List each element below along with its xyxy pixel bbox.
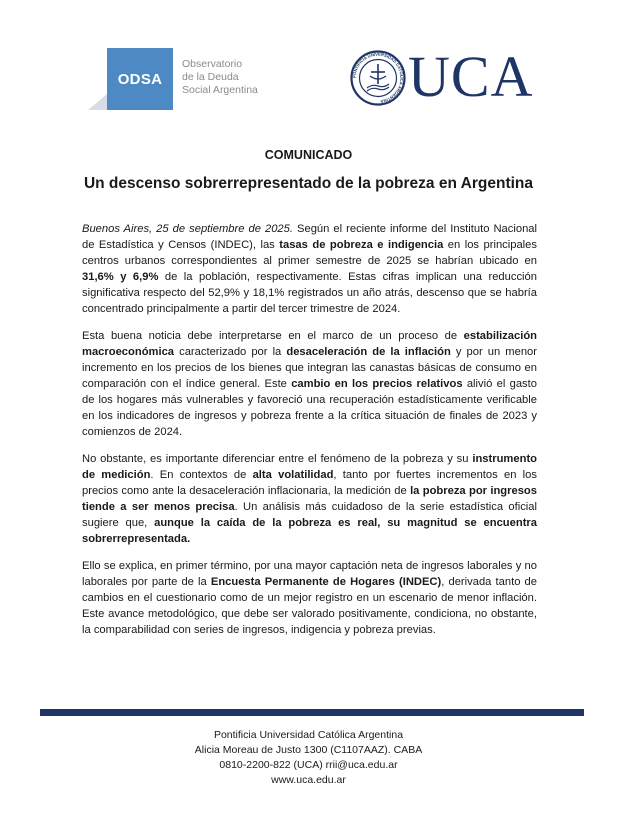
paragraph-text: No obstante, es importante diferenciar entre el fenómeno de la pobreza y su [82,453,473,465]
uca-seal-icon [350,50,406,106]
odsa-logo-line-3: Social Argentina [182,84,258,96]
paragraph-text: Según el reciente informe del Instituto Nacional de Estadística y Censos (INDEC), las [82,223,537,251]
document-body [82,221,537,649]
footer-website: www.uca.edu.ar [271,774,346,786]
odsa-logo-line-1: Observatorio [182,58,243,70]
paragraph-text: y por un menor incremento en los precios de los bienes que integran las canastas básicas de consumo en comparación con el índice general. Este [82,346,538,390]
paragraph-text: , tanto por fuertes incrementos en los precios como ante la desaceleración inflacionaria, la medición de [82,469,537,497]
page-header [0,0,617,130]
odsa-logo-accent [88,94,107,110]
emphasis-text: aunque la caída de la pobreza es real, su magnitud se encuentra sobrerrepresentada. [82,517,537,545]
body-paragraph [82,451,537,547]
emphasis-text: 31,6% y 6,9% [82,271,159,283]
page-footer [0,728,617,788]
footer-divider [40,709,584,716]
emphasis-text: cambio en los precios relativos [291,378,463,390]
footer-institution: Pontificia Universidad Católica Argentina [213,729,404,741]
paragraph-text: de la población, respectivamente. Estas cifras implican una reducción significativa respecto del 52,9% y 18,1% registrados un año atrás, descenso que se habría concentrado principalmente a partir del tercer trimestre de 2024. [82,271,537,315]
body-paragraph [82,221,537,317]
emphasis-text: la pobreza por ingresos tiende a ser menos precisa [82,485,537,513]
uca-logo [350,44,545,109]
emphasis-text: Encuesta Permanente de Hogares (INDEC) [210,576,442,588]
paragraph-text: Ello se explica, en primer término, por una mayor captación neta de ingresos laborales y no laborales por parte de la [82,560,537,588]
paragraph-text: alivió el gasto de los hogares más vulnerables y favoreció una recuperación estadísticamente verificable en los indicadores de ingresos y pobreza frente a la crítica situación de finales de 2023 y comienzos de 2024. [82,378,537,438]
paragraph-text: Esta buena noticia debe interpretarse en el marco de un proceso de [82,330,464,342]
document-title: Un descenso sobrerrepresentado de la pobreza en Argentina [83,175,534,192]
footer-contact: 0810-2200-822 (UCA) rrii@uca.edu.ar [219,759,398,771]
emphasis-text: instrumento de medición [82,453,537,481]
uca-seal-text: PONTIFICIA UNIVERSIDAD CATÓLICA ARGENTINA [351,51,405,105]
document-type: COMUNICADO [264,148,353,162]
uca-wordmark: UCA [408,44,534,109]
emphasis-text: estabilización macroeconómica [82,330,537,358]
paragraph-text: caracterizado por la [174,346,287,358]
body-paragraph [82,328,537,440]
odsa-logo-mark: ODSA [107,48,173,110]
paragraph-text: , derivada tanto de cambios en el cuestionario como de un mejor registro en un escenario de menor inflación. Este avance metodológico, que debe ser valorado positivamente, condiciona, no obstante, la comparabilidad con series de ingresos, indigencia y pobreza previas. [82,576,537,636]
paragraph-text: . En contextos de [150,469,253,481]
emphasis-text: desaceleración de la inflación [286,346,451,358]
body-paragraph [82,558,537,638]
dateline-text: Buenos Aires, 25 de septiembre de 2025. [82,223,293,235]
odsa-logo-text [182,58,258,97]
emphasis-text: alta volatilidad [252,469,334,481]
footer-address: Alicia Moreau de Justo 1300 (C1107AAZ). CABA [194,744,423,756]
odsa-logo-line-2: de la Deuda [182,71,239,83]
odsa-logo [88,48,268,110]
paragraph-text: en los principales centros urbanos correspondientes al primer semestre de 2025 se habrían ubicado en [82,239,537,267]
paragraph-text: . Un análisis más cuidadoso de la serie estadística oficial sugiere que, [82,501,537,529]
emphasis-text: tasas de pobreza e indigencia [279,239,444,251]
